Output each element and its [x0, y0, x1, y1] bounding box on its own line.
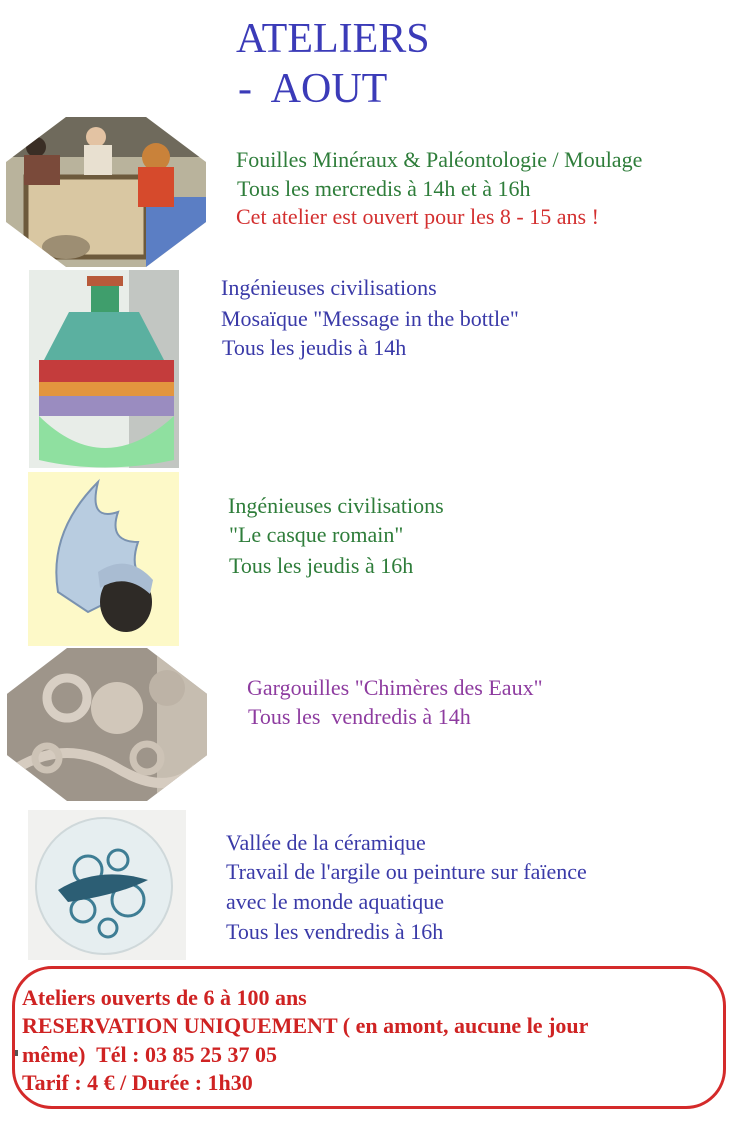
workshop1-schedule: Tous les mercredis à 14h et à 16h — [237, 176, 531, 201]
workshop1-age-note: Cet atelier est ouvert pour les 8 - 15 ans ! — [236, 204, 599, 229]
page-title: ATELIERS — [236, 16, 430, 62]
workshop2-title: Mosaïque "Message in the bottle" — [221, 306, 519, 331]
workshop2-schedule: Tous les jeudis à 14h — [222, 335, 407, 360]
excavation-photo — [6, 117, 206, 267]
workshop1-title: Fouilles Minéraux & Paléontologie / Moulage — [236, 147, 643, 172]
footer-phone: même) Tél : 03 85 25 37 05 — [22, 1042, 277, 1067]
page-subtitle-month: - AOUT — [238, 66, 388, 112]
workshop5-title-line2: avec le monde aquatique — [226, 889, 445, 914]
workshop3-title: "Le casque romain" — [229, 522, 404, 547]
workshop5-category: Vallée de la céramique — [226, 830, 426, 855]
mosaic-bottle-photo — [29, 270, 179, 468]
workshop5-title-line1: Travail de l'argile ou peinture sur faïence — [226, 859, 587, 884]
gargoyle-photo — [7, 648, 207, 801]
footer-reservation: RESERVATION UNIQUEMENT ( en amont, aucune le jour — [22, 1013, 589, 1038]
footer-pricing: Tarif : 4 € / Durée : 1h30 — [22, 1070, 253, 1095]
footer-ages: Ateliers ouverts de 6 à 100 ans — [22, 985, 307, 1010]
workshop2-category: Ingénieuses civilisations — [221, 275, 437, 300]
workshop4-title: Gargouilles "Chimères des Eaux" — [247, 675, 543, 700]
workshop4-schedule: Tous les vendredis à 14h — [248, 704, 471, 729]
workshop3-category: Ingénieuses civilisations — [228, 493, 444, 518]
roman-helmet-photo — [28, 472, 179, 646]
ceramic-plate-photo — [28, 810, 186, 960]
workshop5-schedule: Tous les vendredis à 16h — [226, 919, 444, 944]
workshop3-schedule: Tous les jeudis à 16h — [229, 553, 414, 578]
margin-tick — [15, 1050, 18, 1056]
